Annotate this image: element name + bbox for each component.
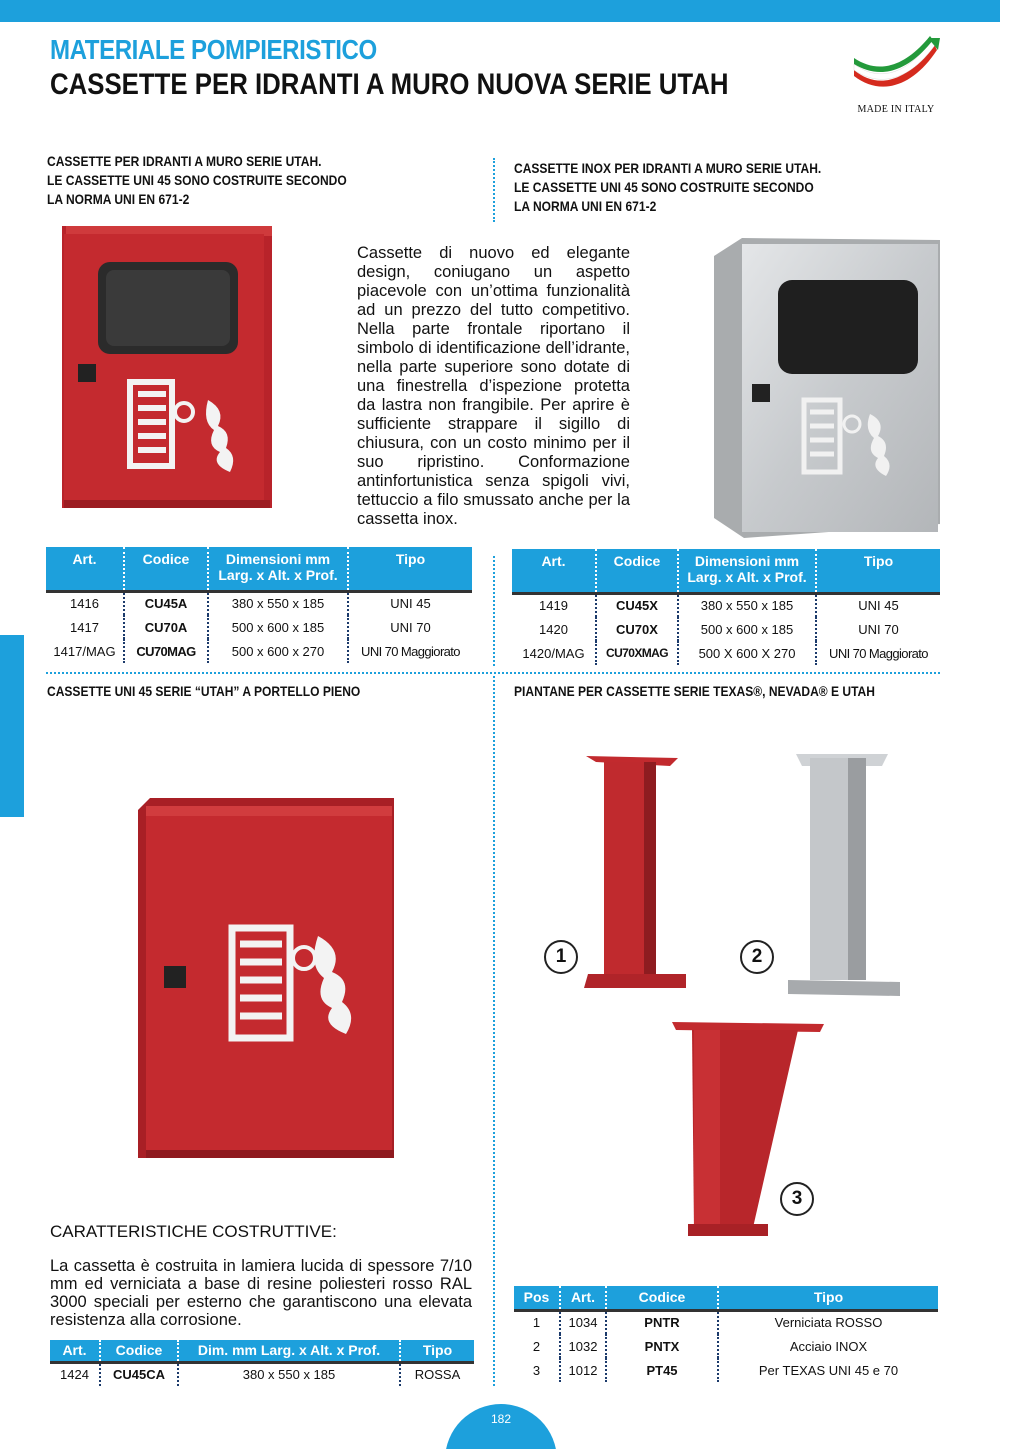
page-number: 182 bbox=[490, 1412, 512, 1426]
col-art: Art. bbox=[46, 547, 124, 591]
table-row: 2 1032 PNTX Acciaio INOX bbox=[514, 1334, 938, 1358]
col-pos: Pos bbox=[514, 1286, 560, 1310]
stand-inox-image bbox=[786, 750, 902, 998]
section-heading-piantane: PIANTANE PER CASSETTE SERIE TEXAS®, NEVADA® E UTAH bbox=[514, 683, 875, 699]
red-cabinet-solid-door-image bbox=[136, 796, 398, 1164]
table-row: 1417 CU70A 500 x 600 x 185 UNI 70 bbox=[46, 615, 472, 639]
section-heading-utah: CASSETTE PER IDRANTI A MURO SERIE UTAH. LE CASSETTE UNI 45 SONO COSTRUITE SECONDO LA NORMA UNI EN 671-2 bbox=[47, 153, 347, 207]
col-codice: Codice bbox=[606, 1286, 718, 1310]
top-accent-bar bbox=[0, 0, 1000, 22]
col-codice: Codice bbox=[596, 549, 678, 593]
col-tipo: Tipo bbox=[718, 1286, 938, 1310]
col-tipo: Tipo bbox=[400, 1340, 474, 1362]
col-dimensioni: Dimensioni mm Larg. x Alt. x Prof. bbox=[208, 547, 348, 591]
features-title: CARATTERISTICHE COSTRUTTIVE: bbox=[50, 1222, 337, 1241]
page-title: CASSETTE PER IDRANTI A MURO NUOVA SERIE UTAH bbox=[50, 68, 729, 101]
product-description: Cassette di nuovo ed elegante design, coniugano un aspetto piacevole con un’ottima funzionalità ad un prezzo del tutto competitivo. Nella parte frontale riportano il simbolo di identificazione dell’idrante, nella parte superiore sono dotate di una finestrella d’ispezione protetta da lastra non frangibile. Per aprire è sufficiente strappare il sigillo di chiusura, con un costo minimo per il suo ripristino. Conformazione antinfortunistica senza spigoli vivi, tettuccio a filo smussato anche per la cassetta inox. bbox=[357, 244, 630, 528]
italy-flag-swoosh-icon bbox=[848, 36, 944, 102]
table-row: 3 1012 PT45 Per TEXAS UNI 45 e 70 bbox=[514, 1358, 938, 1382]
col-art: Art. bbox=[50, 1340, 100, 1362]
table-row: 1416 CU45A 380 x 550 x 185 UNI 45 bbox=[46, 591, 472, 615]
col-art: Art. bbox=[512, 549, 596, 593]
stand-number-badge: 1 bbox=[544, 940, 578, 974]
product-table-portello-pieno bbox=[50, 1340, 474, 1386]
inox-cabinet-image bbox=[712, 238, 942, 538]
red-cabinet-window-image bbox=[60, 222, 275, 512]
section-heading-utah-inox: CASSETTE INOX PER IDRANTI A MURO SERIE UTAH. LE CASSETTE UNI 45 SONO COSTRUITE SECONDO LA NORMA UNI EN 671-2 bbox=[514, 160, 822, 214]
stand-table bbox=[514, 1286, 938, 1382]
col-tipo: Tipo bbox=[348, 547, 472, 591]
product-table-utah-inox bbox=[512, 549, 940, 665]
stand-number-badge: 3 bbox=[780, 1182, 814, 1216]
section-heading-portello-pieno: CASSETTE UNI 45 SERIE “UTAH” A PORTELLO PIENO bbox=[47, 683, 361, 699]
table-row: 1420/MAG CU70XMAG 500 X 600 X 270 UNI 70 Maggiorato bbox=[512, 641, 940, 665]
product-table-utah bbox=[46, 547, 472, 663]
col-tipo: Tipo bbox=[816, 549, 940, 593]
table-row: 1 1034 PNTR Verniciata ROSSO bbox=[514, 1310, 938, 1334]
made-in-italy-logo bbox=[848, 36, 944, 118]
divider bbox=[493, 556, 495, 666]
col-art: Art. bbox=[560, 1286, 606, 1310]
section-divider bbox=[46, 672, 940, 674]
divider bbox=[493, 676, 495, 1386]
col-codice: Codice bbox=[124, 547, 208, 591]
table-row: 1420 CU70X 500 x 600 x 185 UNI 70 bbox=[512, 617, 940, 641]
side-accent-tab bbox=[0, 635, 24, 817]
table-row: 1417/MAG CU70MAG 500 x 600 x 270 UNI 70 Maggiorato bbox=[46, 639, 472, 663]
made-in-italy-text: MADE IN ITALY bbox=[857, 104, 935, 115]
col-dimensioni: Dimensioni mm Larg. x Alt. x Prof. bbox=[678, 549, 816, 593]
col-dimensioni: Dim. mm Larg. x Alt. x Prof. bbox=[178, 1340, 400, 1362]
divider bbox=[493, 158, 495, 222]
col-codice: Codice bbox=[100, 1340, 178, 1362]
page-number-tab bbox=[445, 1404, 557, 1449]
table-row: 1419 CU45X 380 x 550 x 185 UNI 45 bbox=[512, 593, 940, 617]
category-title: MATERIALE POMPIERISTICO bbox=[50, 34, 377, 65]
features-text: La cassetta è costruita in lamiera lucida di spessore 7/10 mm ed verniciata a base di resine poliesteri rosso RAL 3000 speciali per esterno che garantiscono una elevata resistenza alla corrosione. bbox=[50, 1257, 472, 1329]
stand-red-image bbox=[582, 752, 688, 988]
table-row: 1424 CU45CA 380 x 550 x 185 ROSSA bbox=[50, 1362, 474, 1386]
stand-number-badge: 2 bbox=[740, 940, 774, 974]
